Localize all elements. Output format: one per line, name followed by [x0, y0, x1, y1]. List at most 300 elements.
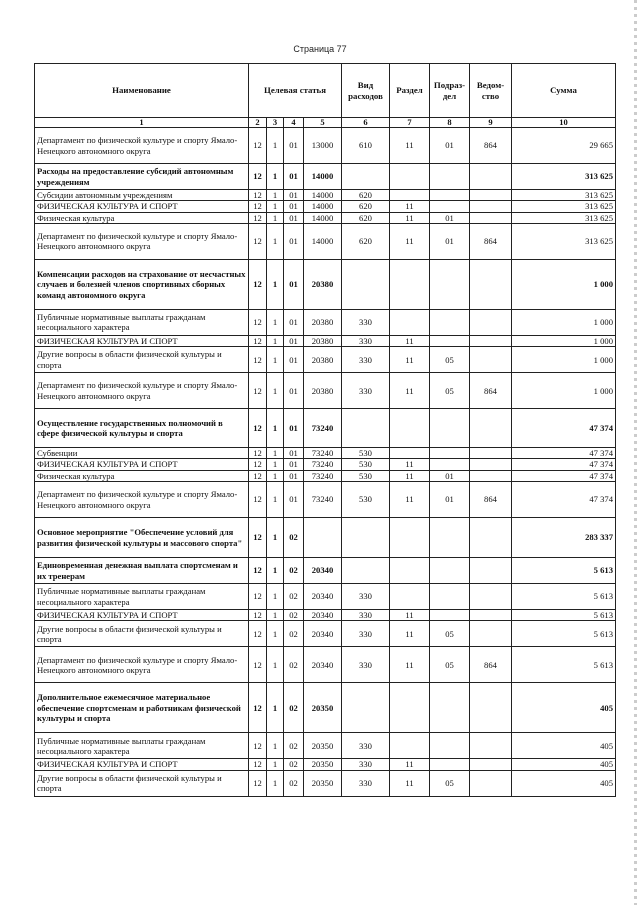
expense-type: 610: [342, 128, 390, 164]
target-code-program: 12: [249, 584, 267, 610]
target-code-direction: 14000: [304, 223, 342, 259]
table-row: [35, 373, 616, 409]
table-row: [35, 647, 616, 683]
expense-type: 530: [342, 470, 390, 481]
target-code-program: 12: [249, 770, 267, 796]
target-code-subprogram: 1: [267, 223, 284, 259]
col-num: 4: [284, 118, 304, 128]
row-name: ФИЗИЧЕСКАЯ КУЛЬТУРА И СПОРТ: [35, 759, 249, 770]
department-code: [470, 347, 512, 373]
amount: 47 374: [512, 459, 616, 470]
target-code-subprogram: 1: [267, 409, 284, 448]
target-code-subprogram: 1: [267, 518, 284, 558]
col-num: 7: [390, 118, 430, 128]
department-code: [470, 470, 512, 481]
target-code-program: 12: [249, 448, 267, 459]
budget-table: [34, 63, 616, 797]
header-name: Наименование: [35, 64, 249, 118]
scan-edge-decoration: [634, 0, 637, 905]
target-code-event: 01: [284, 373, 304, 409]
table-row: [35, 621, 616, 647]
subsection: 05: [430, 373, 470, 409]
table-row: [35, 733, 616, 759]
table-row: [35, 610, 616, 621]
subsection: [430, 201, 470, 212]
row-name: Единовременная денежная выплата спортсменам и их тренерам: [35, 558, 249, 584]
target-code-direction: 20380: [304, 347, 342, 373]
page-number: Страница 77: [293, 44, 347, 54]
department-code: 864: [470, 482, 512, 518]
target-code-subprogram: 1: [267, 759, 284, 770]
section: [390, 190, 430, 201]
target-code-subprogram: 1: [267, 190, 284, 201]
subsection: [430, 409, 470, 448]
target-code-direction: 14000: [304, 164, 342, 190]
section: 11: [390, 621, 430, 647]
column-number-row: [35, 118, 616, 128]
target-code-event: 01: [284, 482, 304, 518]
expense-type: 330: [342, 621, 390, 647]
row-name: Департамент по физической культуре и спорту Ямало-Ненецкого автономного округа: [35, 223, 249, 259]
row-name: Осуществление государственных полномочий в сфере физической культуры и спорта: [35, 409, 249, 448]
section: 11: [390, 647, 430, 683]
expense-type: [342, 558, 390, 584]
target-code-direction: 73240: [304, 459, 342, 470]
section: 11: [390, 223, 430, 259]
target-code-subprogram: 1: [267, 770, 284, 796]
header-target: Целевая статья: [249, 64, 342, 118]
department-code: 864: [470, 647, 512, 683]
col-num: 2: [249, 118, 267, 128]
expense-type: 330: [342, 335, 390, 346]
amount: 313 625: [512, 212, 616, 223]
amount: 5 613: [512, 647, 616, 683]
target-code-direction: 20350: [304, 733, 342, 759]
section: 11: [390, 128, 430, 164]
table-row: [35, 409, 616, 448]
target-code-program: 12: [249, 164, 267, 190]
row-name: Дополнительное ежемесячное материальное обеспечение спортсменам и работникам физической культуры и спорта: [35, 683, 249, 733]
target-code-program: 12: [249, 335, 267, 346]
subsection: [430, 459, 470, 470]
expense-type: 330: [342, 770, 390, 796]
amount: 1 000: [512, 373, 616, 409]
target-code-subprogram: 1: [267, 584, 284, 610]
amount: 313 625: [512, 223, 616, 259]
target-code-direction: 20350: [304, 770, 342, 796]
amount: 313 625: [512, 201, 616, 212]
department-code: 864: [470, 128, 512, 164]
target-code-direction: [304, 518, 342, 558]
target-code-subprogram: 1: [267, 212, 284, 223]
amount: 1 000: [512, 259, 616, 309]
header-razdel: Раздел: [390, 64, 430, 118]
section: 11: [390, 212, 430, 223]
target-code-event: 01: [284, 459, 304, 470]
target-code-subprogram: 1: [267, 621, 284, 647]
amount: 5 613: [512, 584, 616, 610]
target-code-subprogram: 1: [267, 470, 284, 481]
target-code-direction: 14000: [304, 190, 342, 201]
target-code-event: 01: [284, 448, 304, 459]
section: 11: [390, 373, 430, 409]
target-code-direction: 73240: [304, 482, 342, 518]
header-podrazdel: Подраз-дел: [430, 64, 470, 118]
row-name: Департамент по физической культуре и спорту Ямало-Ненецкого автономного округа: [35, 128, 249, 164]
table-row: [35, 448, 616, 459]
subsection: [430, 558, 470, 584]
row-name: Компенсации расходов на страхование от несчастных случаев и болезней членов спортивных сборных команд автономного округа: [35, 259, 249, 309]
target-code-event: 01: [284, 223, 304, 259]
expense-type: 330: [342, 647, 390, 683]
target-code-event: 02: [284, 621, 304, 647]
subsection: [430, 335, 470, 346]
subsection: [430, 610, 470, 621]
row-name: Физическая культура: [35, 212, 249, 223]
target-code-event: 01: [284, 164, 304, 190]
section: [390, 448, 430, 459]
section: 11: [390, 610, 430, 621]
header-vedomstvo: Ведом-ство: [470, 64, 512, 118]
department-code: [470, 212, 512, 223]
target-code-event: 02: [284, 584, 304, 610]
col-num: 3: [267, 118, 284, 128]
expense-type: 530: [342, 459, 390, 470]
table-body: [35, 128, 616, 797]
target-code-event: 02: [284, 759, 304, 770]
amount: 405: [512, 759, 616, 770]
target-code-program: 12: [249, 621, 267, 647]
subsection: [430, 759, 470, 770]
section: 11: [390, 770, 430, 796]
target-code-direction: 20340: [304, 647, 342, 683]
target-code-subprogram: 1: [267, 335, 284, 346]
target-code-event: 01: [284, 309, 304, 335]
row-name: Основное мероприятие "Обеспечение условий для развития физической культуры и массового спорта": [35, 518, 249, 558]
target-code-direction: 73240: [304, 470, 342, 481]
target-code-subprogram: 1: [267, 201, 284, 212]
target-code-direction: 73240: [304, 448, 342, 459]
expense-type: 620: [342, 223, 390, 259]
expense-type: [342, 259, 390, 309]
row-name: ФИЗИЧЕСКАЯ КУЛЬТУРА И СПОРТ: [35, 459, 249, 470]
expense-type: 330: [342, 759, 390, 770]
subsection: 01: [430, 223, 470, 259]
target-code-subprogram: 1: [267, 683, 284, 733]
department-code: [470, 518, 512, 558]
department-code: [470, 733, 512, 759]
amount: 47 374: [512, 448, 616, 459]
header-vid: Вид расходов: [342, 64, 390, 118]
target-code-direction: 13000: [304, 128, 342, 164]
target-code-direction: 14000: [304, 201, 342, 212]
row-name: Департамент по физической культуре и спорту Ямало-Ненецкого автономного округа: [35, 482, 249, 518]
amount: 405: [512, 683, 616, 733]
department-code: 864: [470, 373, 512, 409]
row-name: ФИЗИЧЕСКАЯ КУЛЬТУРА И СПОРТ: [35, 335, 249, 346]
row-name: Расходы на предоставление субсидий автономным учреждениям: [35, 164, 249, 190]
table-row: [35, 309, 616, 335]
target-code-subprogram: 1: [267, 647, 284, 683]
expense-type: 330: [342, 610, 390, 621]
target-code-program: 12: [249, 190, 267, 201]
row-name: Публичные нормативные выплаты гражданам несоциального характера: [35, 584, 249, 610]
section: [390, 584, 430, 610]
target-code-event: 02: [284, 683, 304, 733]
table-row: [35, 259, 616, 309]
table-row: [35, 128, 616, 164]
col-num: 8: [430, 118, 470, 128]
target-code-program: 12: [249, 518, 267, 558]
department-code: [470, 409, 512, 448]
target-code-subprogram: 1: [267, 347, 284, 373]
expense-type: 530: [342, 482, 390, 518]
section: [390, 164, 430, 190]
target-code-subprogram: 1: [267, 164, 284, 190]
section: 11: [390, 759, 430, 770]
target-code-event: 02: [284, 770, 304, 796]
table-row: [35, 584, 616, 610]
expense-type: 620: [342, 201, 390, 212]
amount: 5 613: [512, 610, 616, 621]
table-row: [35, 347, 616, 373]
subsection: [430, 584, 470, 610]
target-code-event: 01: [284, 409, 304, 448]
department-code: [470, 309, 512, 335]
expense-type: 330: [342, 733, 390, 759]
row-name: Публичные нормативные выплаты гражданам несоциального характера: [35, 733, 249, 759]
subsection: 01: [430, 470, 470, 481]
target-code-event: 02: [284, 610, 304, 621]
amount: 405: [512, 770, 616, 796]
table-row: [35, 770, 616, 796]
target-code-program: 12: [249, 683, 267, 733]
subsection: 05: [430, 621, 470, 647]
target-code-program: 12: [249, 223, 267, 259]
table-row: [35, 459, 616, 470]
table-row: [35, 518, 616, 558]
target-code-subprogram: 1: [267, 733, 284, 759]
target-code-direction: 73240: [304, 409, 342, 448]
section: [390, 309, 430, 335]
subsection: 05: [430, 647, 470, 683]
department-code: [470, 584, 512, 610]
target-code-program: 12: [249, 347, 267, 373]
row-name: Другие вопросы в области физической культуры и спорта: [35, 347, 249, 373]
table-row: [35, 470, 616, 481]
target-code-event: 02: [284, 558, 304, 584]
header-row: [35, 64, 616, 118]
target-code-event: 01: [284, 128, 304, 164]
amount: 47 374: [512, 470, 616, 481]
subsection: 01: [430, 128, 470, 164]
target-code-event: 01: [284, 347, 304, 373]
section: [390, 683, 430, 733]
target-code-direction: 20380: [304, 335, 342, 346]
target-code-direction: 20380: [304, 259, 342, 309]
amount: 47 374: [512, 482, 616, 518]
target-code-event: 01: [284, 259, 304, 309]
department-code: [470, 190, 512, 201]
section: [390, 733, 430, 759]
row-name: ФИЗИЧЕСКАЯ КУЛЬТУРА И СПОРТ: [35, 201, 249, 212]
col-num: 6: [342, 118, 390, 128]
row-name: Другие вопросы в области физической культуры и спорта: [35, 770, 249, 796]
subsection: 05: [430, 770, 470, 796]
target-code-subprogram: 1: [267, 459, 284, 470]
subsection: [430, 448, 470, 459]
section: 11: [390, 470, 430, 481]
section: [390, 259, 430, 309]
row-name: Физическая культура: [35, 470, 249, 481]
target-code-direction: 20340: [304, 610, 342, 621]
target-code-direction: 20350: [304, 759, 342, 770]
target-code-program: 12: [249, 558, 267, 584]
target-code-program: 12: [249, 212, 267, 223]
table-row: [35, 201, 616, 212]
expense-type: [342, 164, 390, 190]
col-num: 9: [470, 118, 512, 128]
target-code-direction: 20380: [304, 373, 342, 409]
target-code-program: 12: [249, 470, 267, 481]
target-code-program: 12: [249, 201, 267, 212]
amount: 405: [512, 733, 616, 759]
target-code-direction: 20340: [304, 558, 342, 584]
department-code: [470, 201, 512, 212]
subsection: [430, 164, 470, 190]
table-row: [35, 558, 616, 584]
subsection: [430, 683, 470, 733]
row-name: Департамент по физической культуре и спорту Ямало-Ненецкого автономного округа: [35, 647, 249, 683]
target-code-subprogram: 1: [267, 309, 284, 335]
col-num: 10: [512, 118, 616, 128]
target-code-program: 12: [249, 610, 267, 621]
header-summa: Сумма: [512, 64, 616, 118]
target-code-subprogram: 1: [267, 482, 284, 518]
department-code: [470, 759, 512, 770]
expense-type: 620: [342, 190, 390, 201]
target-code-program: 12: [249, 128, 267, 164]
amount: 29 665: [512, 128, 616, 164]
subsection: 01: [430, 482, 470, 518]
amount: 5 613: [512, 621, 616, 647]
amount: 283 337: [512, 518, 616, 558]
row-name: ФИЗИЧЕСКАЯ КУЛЬТУРА И СПОРТ: [35, 610, 249, 621]
department-code: [470, 610, 512, 621]
department-code: 864: [470, 223, 512, 259]
department-code: [470, 164, 512, 190]
section: [390, 518, 430, 558]
expense-type: [342, 409, 390, 448]
target-code-subprogram: 1: [267, 448, 284, 459]
table-row: [35, 212, 616, 223]
amount: 5 613: [512, 558, 616, 584]
department-code: [470, 459, 512, 470]
amount: 313 625: [512, 190, 616, 201]
subsection: [430, 259, 470, 309]
target-code-event: 02: [284, 518, 304, 558]
target-code-program: 12: [249, 373, 267, 409]
target-code-program: 12: [249, 459, 267, 470]
target-code-event: 02: [284, 647, 304, 683]
expense-type: 330: [342, 584, 390, 610]
target-code-program: 12: [249, 647, 267, 683]
amount: 1 000: [512, 347, 616, 373]
target-code-program: 12: [249, 733, 267, 759]
row-name: Публичные нормативные выплаты гражданам несоциального характера: [35, 309, 249, 335]
department-code: [470, 683, 512, 733]
target-code-program: 12: [249, 309, 267, 335]
target-code-event: 01: [284, 201, 304, 212]
section: 11: [390, 201, 430, 212]
section: [390, 558, 430, 584]
target-code-program: 12: [249, 482, 267, 518]
target-code-program: 12: [249, 759, 267, 770]
table-row: [35, 335, 616, 346]
table-row: [35, 683, 616, 733]
target-code-subprogram: 1: [267, 558, 284, 584]
section: 11: [390, 459, 430, 470]
target-code-event: 01: [284, 190, 304, 201]
section: 11: [390, 347, 430, 373]
department-code: [470, 770, 512, 796]
col-num: 1: [35, 118, 249, 128]
target-code-direction: 14000: [304, 212, 342, 223]
amount: 313 625: [512, 164, 616, 190]
target-code-direction: 20350: [304, 683, 342, 733]
table-row: [35, 482, 616, 518]
table-row: [35, 223, 616, 259]
expense-type: [342, 683, 390, 733]
subsection: 05: [430, 347, 470, 373]
subsection: [430, 733, 470, 759]
department-code: [470, 335, 512, 346]
target-code-event: 01: [284, 470, 304, 481]
department-code: [470, 558, 512, 584]
target-code-subprogram: 1: [267, 259, 284, 309]
department-code: [470, 621, 512, 647]
subsection: [430, 309, 470, 335]
target-code-direction: 20340: [304, 584, 342, 610]
target-code-program: 12: [249, 259, 267, 309]
department-code: [470, 448, 512, 459]
expense-type: 530: [342, 448, 390, 459]
target-code-subprogram: 1: [267, 373, 284, 409]
target-code-direction: 20340: [304, 621, 342, 647]
section: [390, 409, 430, 448]
target-code-event: 02: [284, 733, 304, 759]
subsection: [430, 518, 470, 558]
expense-type: 620: [342, 212, 390, 223]
section: 11: [390, 482, 430, 518]
row-name: Субвенции: [35, 448, 249, 459]
target-code-subprogram: 1: [267, 610, 284, 621]
target-code-event: 01: [284, 335, 304, 346]
expense-type: 330: [342, 347, 390, 373]
expense-type: 330: [342, 373, 390, 409]
table-row: [35, 190, 616, 201]
amount: 1 000: [512, 335, 616, 346]
expense-type: 330: [342, 309, 390, 335]
target-code-event: 01: [284, 212, 304, 223]
subsection: 01: [430, 212, 470, 223]
row-name: Субсидии автономным учреждениям: [35, 190, 249, 201]
row-name: Департамент по физической культуре и спорту Ямало-Ненецкого автономного округа: [35, 373, 249, 409]
amount: 47 374: [512, 409, 616, 448]
department-code: [470, 259, 512, 309]
table-row: [35, 164, 616, 190]
target-code-direction: 20380: [304, 309, 342, 335]
